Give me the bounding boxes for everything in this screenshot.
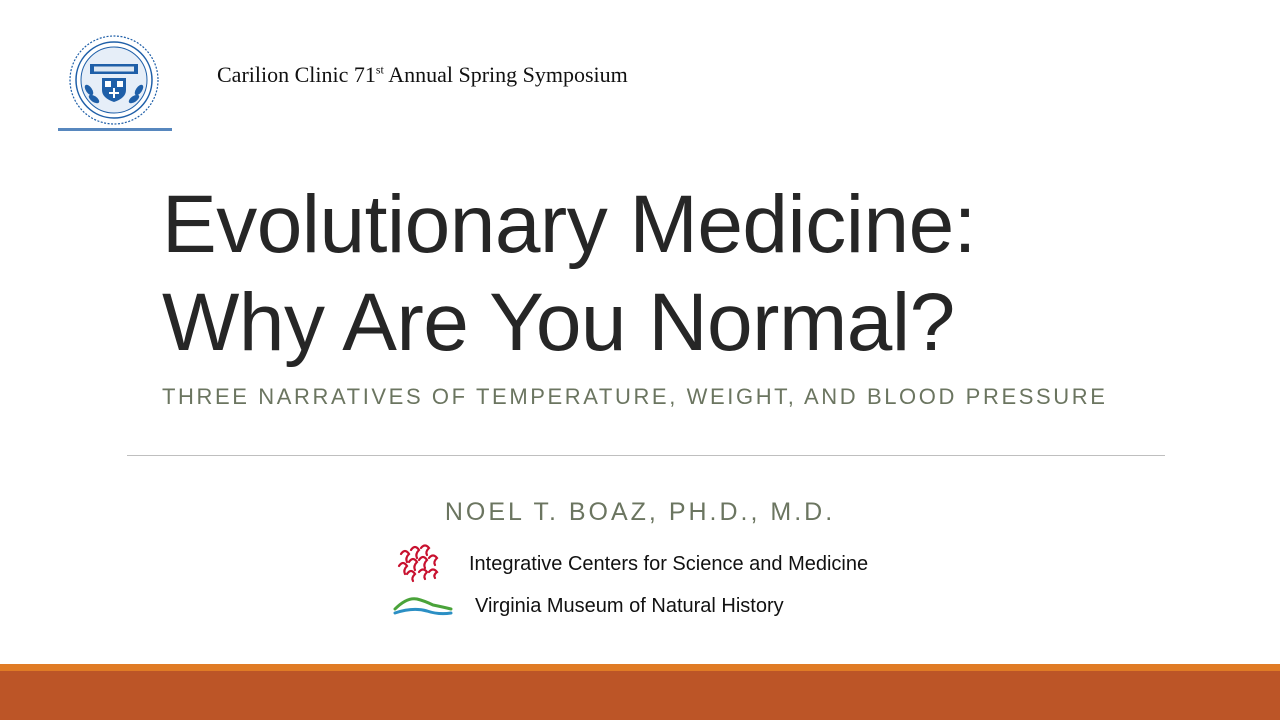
slide-title-line-2: Why Are You Normal?: [162, 277, 955, 368]
symposium-prefix: Carilion Clinic 71: [217, 62, 376, 87]
carilion-seal-icon: [54, 34, 176, 136]
symposium-ordinal-suffix: st: [375, 62, 384, 77]
carilion-clinic-logo: [54, 34, 176, 136]
symposium-name: [217, 62, 628, 88]
affiliation-label: Integrative Centers for Science and Medicine: [469, 552, 869, 575]
slide-subtitle: THREE NARRATIVES OF TEMPERATURE, WEIGHT, AND BLOOD PRESSURE: [162, 384, 1108, 409]
author-name: NOEL T. BOAZ, PH.D., M.D.: [444, 498, 836, 526]
symposium-suffix: Annual Spring Symposium: [388, 62, 628, 87]
divider-line: [127, 455, 1165, 456]
slide-title: [162, 176, 1162, 372]
affiliation-vmnh: [393, 593, 784, 619]
footer-accent-bar: [0, 664, 1280, 671]
slide-title-line-1: Evolutionary Medicine:: [162, 179, 976, 270]
affiliation-icsm: [395, 544, 868, 584]
icsm-red-figures-icon: [395, 544, 443, 584]
footer-bar: [0, 671, 1280, 720]
vmnh-mountain-icon: [393, 593, 453, 619]
affiliation-label: Virginia Museum of Natural History: [475, 594, 784, 617]
